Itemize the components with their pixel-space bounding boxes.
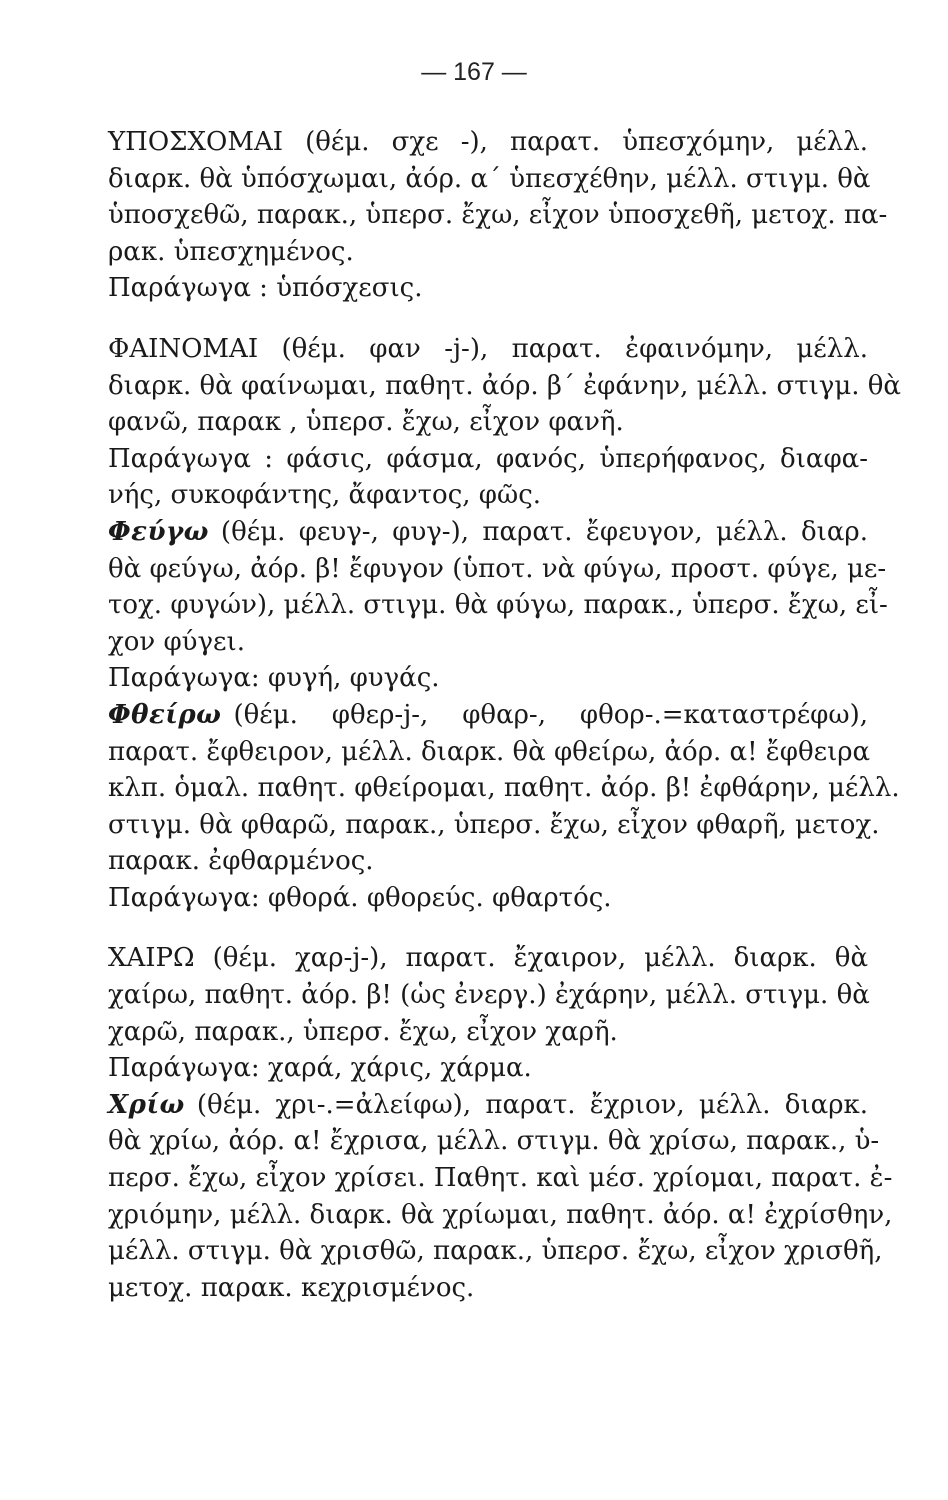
entry-line-text: (θέμ. χρι-.=ἀλείφω), παρατ. ἔχριον, μέλλ. διαρκ. xyxy=(196,1089,868,1120)
entry-line: μέλλ. στιγμ. θὰ χρισθῶ, παρακ., ὑπερσ. ἔχω, εἶχον χρισθῆ, xyxy=(108,1236,883,1267)
entry-line: ΦΑΙΝΟΜΑΙ (θέμ. φαν -j-), παρατ. ἐφαινόμην, μέλλ. xyxy=(108,333,868,364)
entry-line xyxy=(108,1087,868,1124)
entry-line: στιγμ. θὰ φθαρῶ, παρακ., ὑπερσ. ἔχω, εἶχον φθαρῆ, μετοχ. xyxy=(108,809,880,840)
entry-line: χριόμην, μέλλ. διαρκ. θὰ χρίωμαι, παθητ. ἀόρ. α! ἐχρίσθην, xyxy=(108,1199,893,1230)
entry-line: παρατ. ἔφθειρον, μέλλ. διαρκ. θὰ φθείρω, ἀόρ. α! ἔφθειρα xyxy=(108,736,871,767)
entry-pheugo xyxy=(108,514,888,697)
entry-line-text: (θέμ. φευγ-, φυγ-), παρατ. ἔφευγον, μέλλ. διαρ. xyxy=(220,516,868,547)
entry-line: μετοχ. παρακ. κεχρισμένος. xyxy=(108,1272,475,1303)
entry-line: διαρκ. θὰ ὑπόσχωμαι, ἀόρ. α΄ ὑπεσχέθην, μέλλ. στιγμ. θὰ xyxy=(108,163,871,194)
entry-chairo xyxy=(108,940,868,1086)
derivatives-line: Παράγωγα: φθορά. φθορεύς. φθαρτός. xyxy=(108,882,612,913)
entry-headword: Φθείρω xyxy=(108,699,222,730)
entry-headword: Φεύγω xyxy=(108,516,209,547)
entry-line: περσ. ἔχω, εἶχον χρίσει. Παθητ. καὶ μέσ. χρίομαι, παρατ. ἐ- xyxy=(108,1163,893,1194)
entry-phtheiro xyxy=(108,697,900,917)
entry-line: ΥΠΟΣΧΟΜΑΙ (θέμ. σχε -), παρατ. ὑπεσχόμην, μέλλ. xyxy=(108,127,868,157)
entry-yposchomai xyxy=(108,124,888,307)
entry-line: κλπ. ὁμαλ. παθητ. φθείρομαι, παθητ. ἀόρ. β! ἐφθάρην, μέλλ. xyxy=(108,773,900,804)
entry-chrio xyxy=(108,1087,893,1307)
entry-line: ΧΑΙΡΩ (θέμ. χαρ-j-), παρατ. ἔχαιρον, μέλλ. διαρκ. θὰ xyxy=(108,943,868,974)
entry-line: χον φύγει. xyxy=(108,626,245,657)
entry-line: ρακ. ὑπεσχημένος. xyxy=(108,236,354,267)
entry-line: θὰ χρίω, ἀόρ. α! ἔχρισα, μέλλ. στιγμ. θὰ χρίσω, παρακ., ὑ- xyxy=(108,1126,880,1157)
page-number: — 167 — xyxy=(421,58,527,86)
entry-line: χαρῶ, παρακ., ὑπερσ. ἔχω, εἶχον χαρῆ. xyxy=(108,1016,618,1047)
derivatives-line: Παράγωγα: φυγή, φυγάς. xyxy=(108,663,440,694)
dictionary-text xyxy=(108,124,901,1306)
derivatives-line: Παράγωγα : φάσις, φάσμα, φανός, ὑπερήφανος, διαφα- xyxy=(108,443,868,474)
entry-phainomai xyxy=(108,331,901,514)
entry-line: παρακ. ἐφθαρμένος. xyxy=(108,846,374,877)
entry-line xyxy=(108,514,868,551)
derivatives-line: νής, συκοφάντης, ἄφαντος, φῶς. xyxy=(108,480,542,511)
entry-line-text: (θέμ. φθερ-j-, φθαρ-, φθορ-.=καταστρέφω), xyxy=(233,699,868,730)
entry-headword: Χρίω xyxy=(108,1089,185,1120)
entry-line xyxy=(108,697,868,734)
entry-line: θὰ φεύγω, ἀόρ. β! ἔφυγον (ὑποτ. νὰ φύγω, προστ. φύγε, με- xyxy=(108,553,887,584)
entry-line: χαίρω, παθητ. ἀόρ. β! (ὡς ἐνεργ.) ἐχάρην, μέλλ. στιγμ. θὰ xyxy=(108,980,870,1011)
entry-line: ὑποσχεθῶ, παρακ., ὑπερσ. ἔχω, εἶχον ὑποσχεθῆ, μετοχ. πα- xyxy=(108,200,888,231)
derivatives-line: Παράγωγα : ὑπόσχεσις. xyxy=(108,273,423,304)
entry-line: διαρκ. θὰ φαίνωμαι, παθητ. ἀόρ. β΄ ἐφάνην, μέλλ. στιγμ. θὰ xyxy=(108,370,901,401)
derivatives-line: Παράγωγα: χαρά, χάρις, χάρμα. xyxy=(108,1053,532,1084)
entry-line: φανῶ, παρακ , ὑπερσ. ἔχω, εἶχον φανῆ. xyxy=(108,407,624,438)
entry-line: τοχ. φυγών), μέλλ. στιγμ. θὰ φύγω, παρακ., ὑπερσ. ἔχω, εἶ- xyxy=(108,590,888,621)
